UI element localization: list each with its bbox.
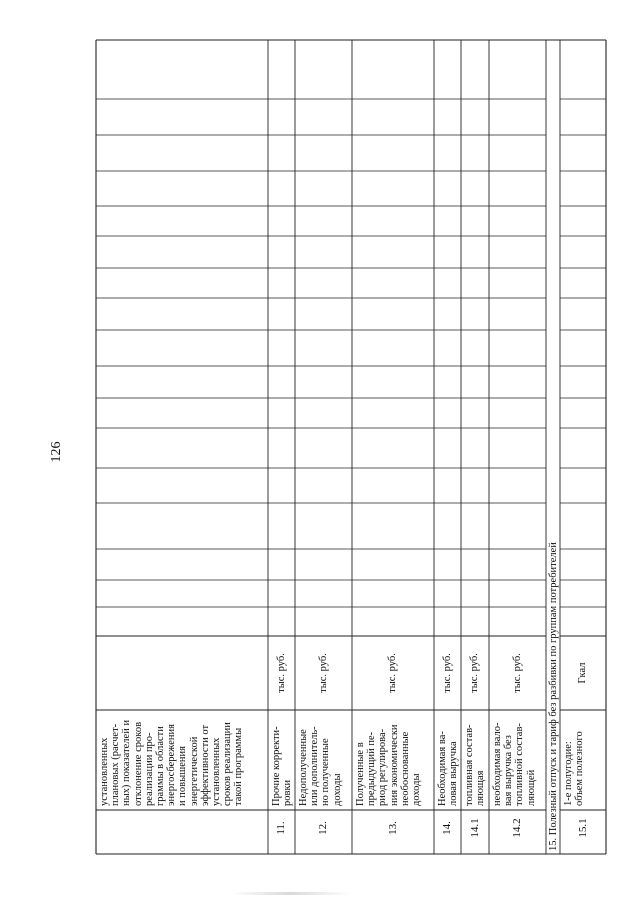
row-name: Необходимая ва- ловая выручка xyxy=(437,731,460,806)
row-unit: тыс. руб. xyxy=(512,653,523,693)
row-unit: Гкал xyxy=(577,662,588,684)
row-name: Прочие корректи- ровки xyxy=(271,726,294,806)
row-name: установленных плановых (расчет- ных) показателей и отклонение сроков реализации про- граммы в области энергосбережения и повышения энергетической эффективности от установленных сроков реализации такой программы xyxy=(99,719,245,806)
row-number: 14. xyxy=(441,821,453,835)
page-number: 126 xyxy=(49,441,64,463)
table-section-heading: 15. Полезный отпуск и тариф без разбивки по группам потребителей xyxy=(548,542,559,851)
row-number: 14.1 xyxy=(469,818,481,838)
row-name: необходимая вало- вая выручка без топливной состав- ляющей xyxy=(492,722,537,806)
row-name: топливная состав- ляющая xyxy=(464,724,487,806)
row-unit: тыс. руб. xyxy=(276,653,287,693)
row-number: 14.2 xyxy=(511,818,523,838)
row-unit: тыс. руб. xyxy=(469,653,480,693)
row-number: 13. xyxy=(387,821,399,835)
row-number: 11. xyxy=(275,821,287,835)
row-name: 1-е полугодие: объем полезного xyxy=(563,731,586,806)
row-name: Полученные в предыдущий пе- риод регулирова- ния экономически необоснованные доходы xyxy=(355,724,423,806)
row-unit: тыс. руб. xyxy=(318,653,329,693)
scan-artifact xyxy=(230,892,350,895)
row-unit: тыс. руб. xyxy=(442,653,453,693)
row-number: 15.1 xyxy=(577,818,589,838)
row-number: 12. xyxy=(317,821,329,835)
row-name: Недополученные или дополнитель- но полученные доходы xyxy=(298,726,343,806)
row-unit: тыс. руб. xyxy=(387,653,398,693)
